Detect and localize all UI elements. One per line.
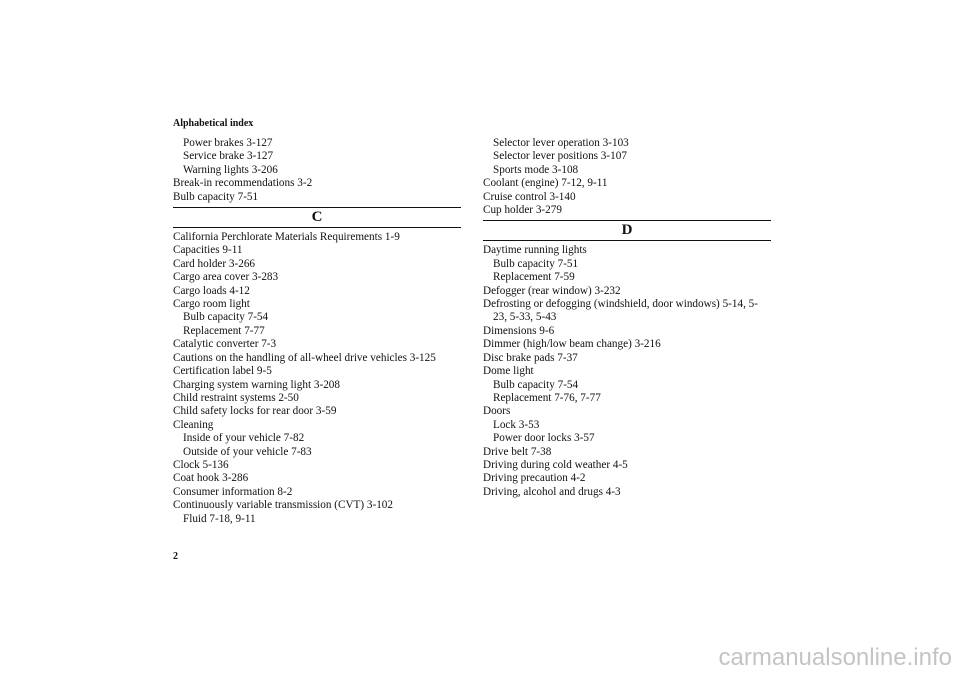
index-subentry: Bulb capacity 7-54 bbox=[183, 311, 269, 324]
page-number: 2 bbox=[173, 551, 178, 562]
index-entry: Cruise control 3-140 bbox=[483, 190, 576, 203]
page-header-title: Alphabetical index bbox=[173, 118, 254, 129]
watermark: carmanualsonline.info bbox=[718, 644, 952, 671]
index-column-right bbox=[483, 137, 771, 499]
index-subentry: Power brakes 3-127 bbox=[183, 137, 273, 149]
index-entry: Drive belt 7-38 bbox=[483, 445, 552, 458]
index-entry: Cargo loads 4-12 bbox=[173, 284, 250, 297]
index-entry: Cargo area cover 3-283 bbox=[173, 271, 279, 284]
index-entry: Clock 5-136 bbox=[173, 458, 229, 471]
index-entry: Card holder 3-266 bbox=[173, 257, 256, 270]
index-entry: Defrosting or defogging (windshield, door windows) 5-14, 5-23, 5-33, 5-43 bbox=[483, 298, 758, 324]
index-entry: Capacities 9-11 bbox=[173, 244, 243, 257]
index-entry: Driving precaution 4-2 bbox=[483, 472, 586, 485]
index-subentry: Sports mode 3-108 bbox=[493, 163, 579, 176]
index-column-left bbox=[173, 137, 461, 526]
index-entry: Break-in recommendations 3-2 bbox=[173, 177, 313, 190]
index-entry: Bulb capacity 7-51 bbox=[173, 190, 259, 203]
index-subentry: Outside of your vehicle 7-83 bbox=[183, 445, 312, 458]
index-subentry: Warning lights 3-206 bbox=[183, 163, 278, 176]
index-entry: Driving, alcohol and drugs 4-3 bbox=[483, 485, 621, 498]
index-entry: Child safety locks for rear door 3-59 bbox=[173, 405, 337, 418]
index-entry: Defogger (rear window) 3-232 bbox=[483, 284, 621, 297]
index-entry: Charging system warning light 3-208 bbox=[173, 378, 340, 391]
index-entry: Disc brake pads 7-37 bbox=[483, 351, 578, 364]
index-subentry: Replacement 7-76, 7-77 bbox=[493, 391, 601, 404]
index-subentry: Selector lever operation 3-103 bbox=[493, 137, 629, 149]
index-entry: Dimmer (high/low beam change) 3-216 bbox=[483, 338, 661, 351]
index-subentry: Replacement 7-59 bbox=[493, 271, 575, 284]
index-entry: Child restraint systems 2-50 bbox=[173, 391, 299, 404]
index-entry: Dome light bbox=[483, 365, 534, 378]
index-entry: Coat hook 3-286 bbox=[173, 472, 249, 485]
index-entry: Cargo room light bbox=[173, 298, 250, 311]
index-entry: Driving during cold weather 4-5 bbox=[483, 458, 628, 471]
index-entry: Consumer information 8-2 bbox=[173, 485, 293, 498]
index-subentry: Service brake 3-127 bbox=[183, 150, 274, 163]
index-subentry: Inside of your vehicle 7-82 bbox=[183, 432, 305, 445]
index-entry: Continuously variable transmission (CVT) 3-102 bbox=[173, 499, 393, 512]
index-letter-heading: C bbox=[173, 207, 461, 228]
index-entry: Cleaning bbox=[173, 418, 214, 431]
index-subentry: Bulb capacity 7-51 bbox=[493, 257, 579, 270]
index-letter-heading: D bbox=[483, 220, 771, 241]
index-entry: Cautions on the handling of all-wheel drive vehicles 3-125 bbox=[173, 351, 436, 364]
index-entry: Cup holder 3-279 bbox=[483, 204, 562, 217]
index-entry: Daytime running lights bbox=[483, 244, 587, 257]
index-entry: Catalytic converter 7-3 bbox=[173, 338, 277, 351]
index-subentry: Lock 3-53 bbox=[493, 418, 540, 431]
index-subentry: Bulb capacity 7-54 bbox=[493, 378, 579, 391]
index-entry: Certification label 9-5 bbox=[173, 365, 272, 378]
index-subentry: Selector lever positions 3-107 bbox=[493, 150, 627, 163]
index-entry: California Perchlorate Materials Requirements 1-9 bbox=[173, 231, 400, 244]
index-subentry: Fluid 7-18, 9-11 bbox=[183, 512, 256, 525]
index-subentry: Power door locks 3-57 bbox=[493, 432, 595, 445]
index-entry: Coolant (engine) 7-12, 9-11 bbox=[483, 177, 608, 190]
index-entry: Dimensions 9-6 bbox=[483, 324, 555, 337]
index-subentry: Replacement 7-77 bbox=[183, 324, 265, 337]
index-entry: Doors bbox=[483, 405, 511, 418]
